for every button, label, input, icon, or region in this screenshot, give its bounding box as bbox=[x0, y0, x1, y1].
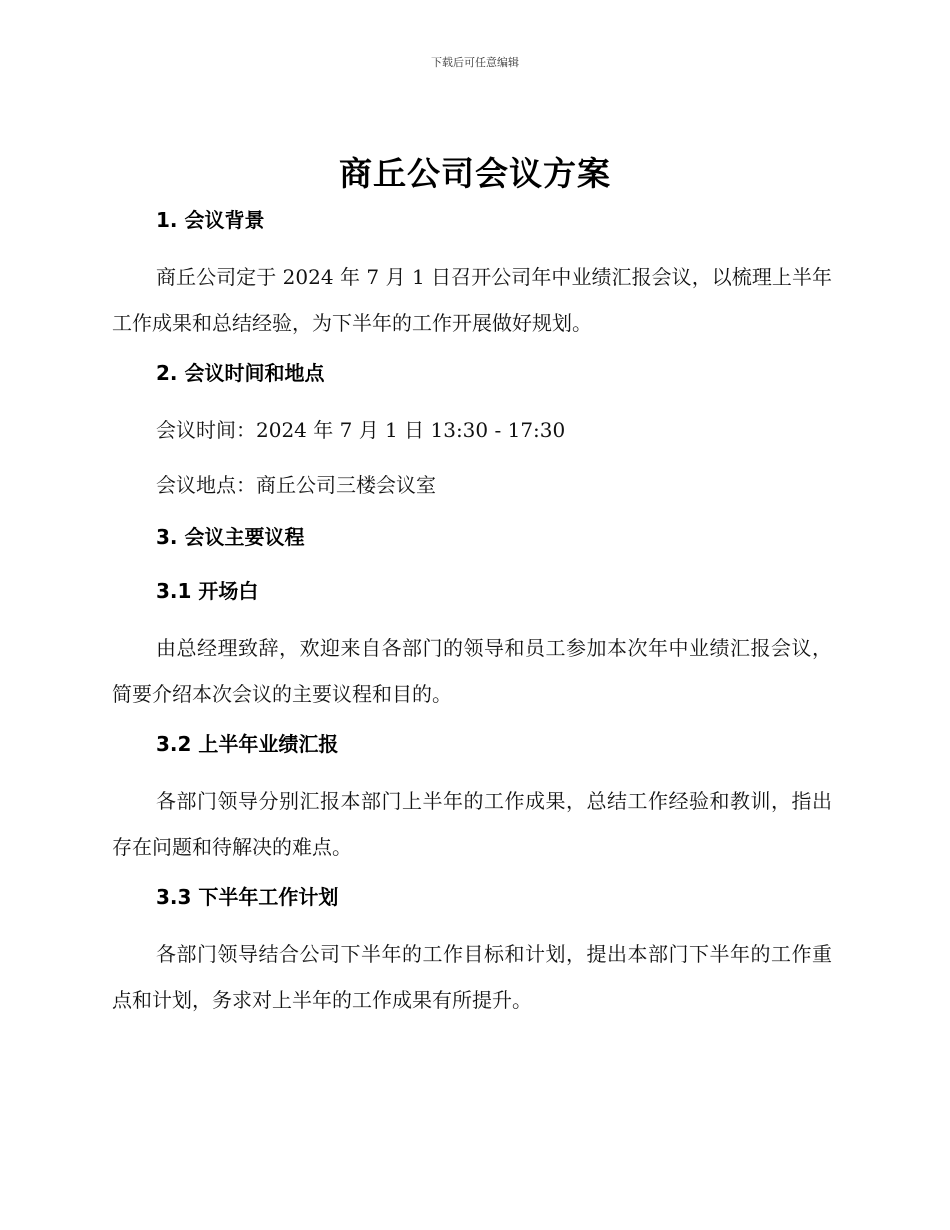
meeting-place-text: 会议地点：商丘公司三楼会议室 bbox=[156, 473, 436, 497]
h1-report-paragraph: 各部门领导分别汇报本部门上半年的工作成果，总结工作经验和教训，指出存在问题和待解决的难点。 bbox=[112, 789, 832, 859]
section-heading-agenda: 3. 会议主要议程 bbox=[156, 525, 305, 549]
document-body bbox=[112, 200, 832, 1030]
subsection-heading-h1-report: 3.2 上半年业绩汇报 bbox=[156, 732, 339, 756]
background-paragraph: 商丘公司定于 2024 年 7 月 1 日召开公司年中业绩汇报会议，以梳理上半年工作成果和总结经验，为下半年的工作开展做好规划。 bbox=[112, 265, 832, 335]
subsection-heading-opening: 3.1 开场白 bbox=[156, 579, 259, 603]
subsection-heading-h2-plan: 3.3 下半年工作计划 bbox=[156, 885, 339, 909]
h2-plan-paragraph: 各部门领导结合公司下半年的工作目标和计划，提出本部门下半年的工作重点和计划，务求对上半年的工作成果有所提升。 bbox=[112, 942, 832, 1012]
opening-paragraph: 由总经理致辞，欢迎来自各部门的领导和员工参加本次年中业绩汇报会议，简要介绍本次会议的主要议程和目的。 bbox=[112, 636, 832, 706]
section-heading-time-place: 2. 会议时间和地点 bbox=[156, 361, 325, 385]
header-note: 下载后可任意编辑 bbox=[431, 56, 519, 69]
document-title: 商丘公司会议方案 bbox=[339, 154, 611, 193]
section-heading-background: 1. 会议背景 bbox=[156, 208, 265, 232]
meeting-time-text: 会议时间：2024 年 7 月 1 日 13:30 - 17:30 bbox=[156, 418, 566, 442]
